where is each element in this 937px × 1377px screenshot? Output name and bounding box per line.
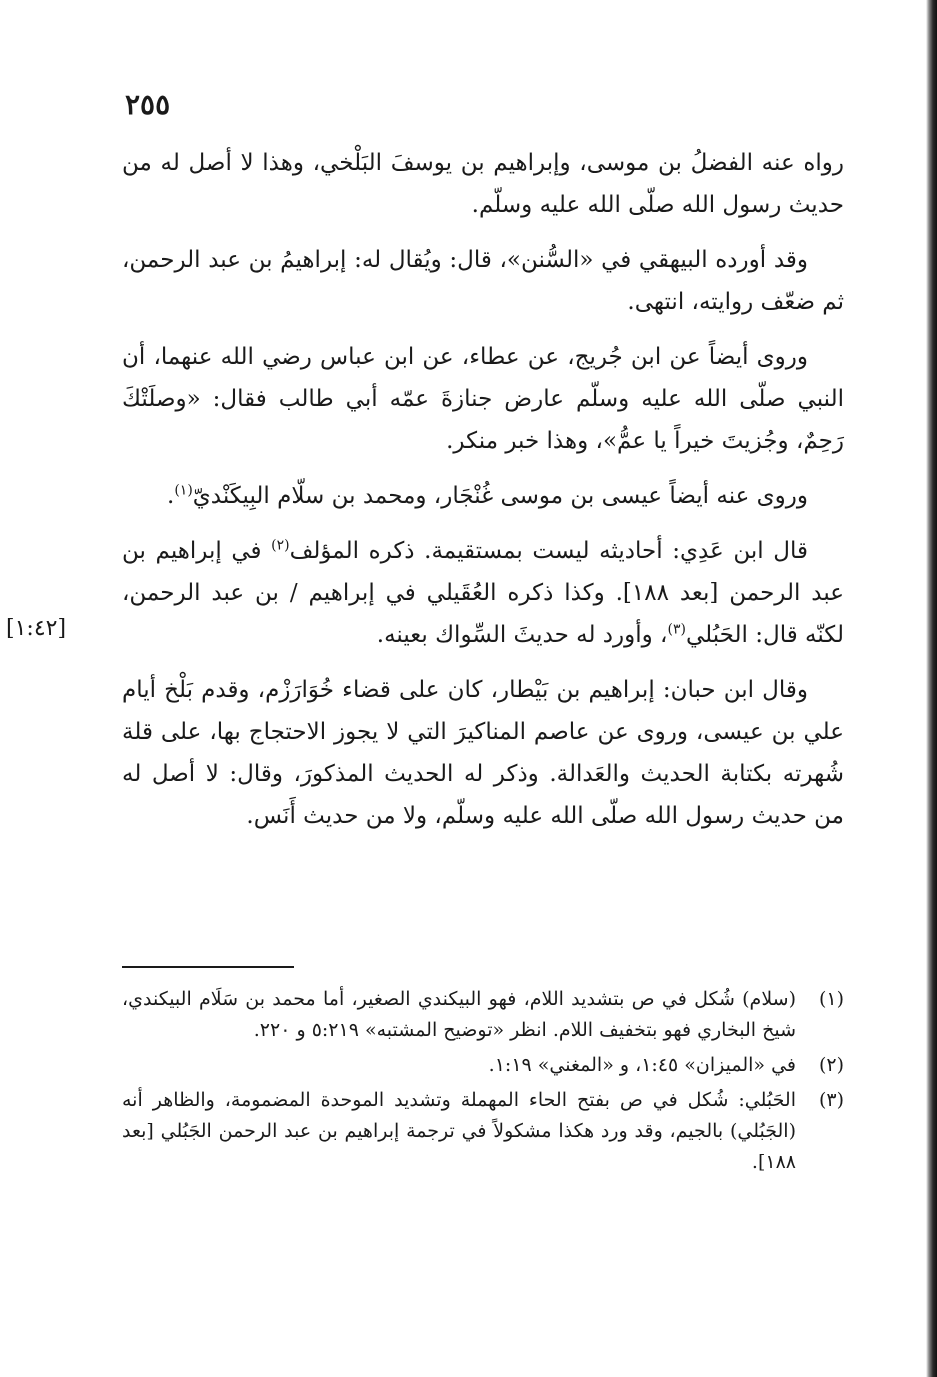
paragraph [122,669,844,837]
paragraph-text: في إبراهيم بن عبد الرحمن [بعد ١٨٨]. وكذا ذكره العُقَيلي في إبراهيم / بن عبد الرحمن، لكنّه قال: الحَبُلي [122,538,844,648]
manuscript-folio-reference: [١:٤٢] [6,616,67,641]
paragraph [122,142,844,226]
footnote-marker: (٢) [818,1054,844,1076]
paragraph-text: وقال ابن حبان: إبراهيم بن بَيْطار، كان على قضاء خُوَارَزْم، وقدم بَلْخ أيام علي بن عيسى، وروى عن عاصم المناكيرَ التي لا يجوز الاحتجاج بها، على قلة شُهرته بكتابة الحديث والعَدالة. وذكر له الحديث المذكورَ، وقال: لا أصل له من حديث رسول الله صلّى الله عليه وسلّم، ولا من حديث أَنَس. [122,677,844,829]
footnote [122,1085,844,1178]
paragraph-text: وقد أورده البيهقي في «السُّنن»، قال: ويُقال له: إبراهيمُ بن عبد الرحمن، ثم ضعّف روايته، انتهى. [122,247,844,315]
footnote [122,1050,844,1081]
footnote-text: (سلام) شُكل في ص بتشديد اللام، فهو البيكندي الصغير، أما محمد بن سَلَام البيكندي، شيخ البخاري فهو بتخفيف اللام. انظر «توضيح المشتبه» ٥:٢١٩ و ٢٢٠. [122,988,796,1041]
paragraph-text: قال ابن عَدِي: أحاديثه ليست بمستقيمة. ذكره المؤلف [289,538,808,564]
footnote-marker: (١) [818,988,844,1010]
paragraph-text: ، وأورد له حديثَ السِّواك بعينه. [376,622,668,648]
footnote-marker: (٣) [818,1089,844,1111]
footnote-reference: (٣) [667,621,686,638]
footnote-reference: (١) [174,482,193,499]
paragraph-text: رواه عنه الفضلُ بن موسى، وإبراهيم بن يوسفَ البَلْخي، وهذا لا أصل له من حديث رسول الله صلّى الله عليه وسلّم. [122,150,844,218]
footnote-reference: (٢) [271,537,290,554]
footnote-text: الحَبُلي: شُكل في ص بفتح الحاء المهملة وتشديد الموحدة المضمومة، والظاهر أنه (الجَبُلي) بالجيم، وقد ورد هكذا مشكولاً في ترجمة إبراهيم بن عبد الرحمن الجَبُلي [بعد ١٨٨]. [122,1089,796,1173]
paragraph-text: . [167,483,175,509]
paragraph [122,530,844,656]
paragraph [122,336,844,462]
footnote-text: في «الميزان» ١:٤٥، و «المغني» ١:١٩. [488,1054,796,1076]
page-edge-shadow [926,0,937,1377]
main-text [122,142,844,837]
paragraph-text: وروى أيضاً عن ابن جُريج، عن عطاء، عن ابن عباس رضي الله عنهما، أن النبي صلّى الله عليه وسلّم عارض جنازةَ عمّه أبي طالب فقال: «وصلَتْكَ رَحِمٌ، وجُزيتَ خيراً يا عمُّ»، وهذا خبر منكر. [122,344,844,454]
paragraph [122,239,844,323]
paragraph [122,475,844,517]
footnote-divider [122,966,294,968]
footnote [122,984,844,1046]
footnotes [122,984,844,1182]
paragraph-text: وروى عنه أيضاً عيسى بن موسى غُنْجَار، ومحمد بن سلّام البِيكَنْديّ [192,483,808,509]
page-number: ٢٥٥ [125,88,171,121]
